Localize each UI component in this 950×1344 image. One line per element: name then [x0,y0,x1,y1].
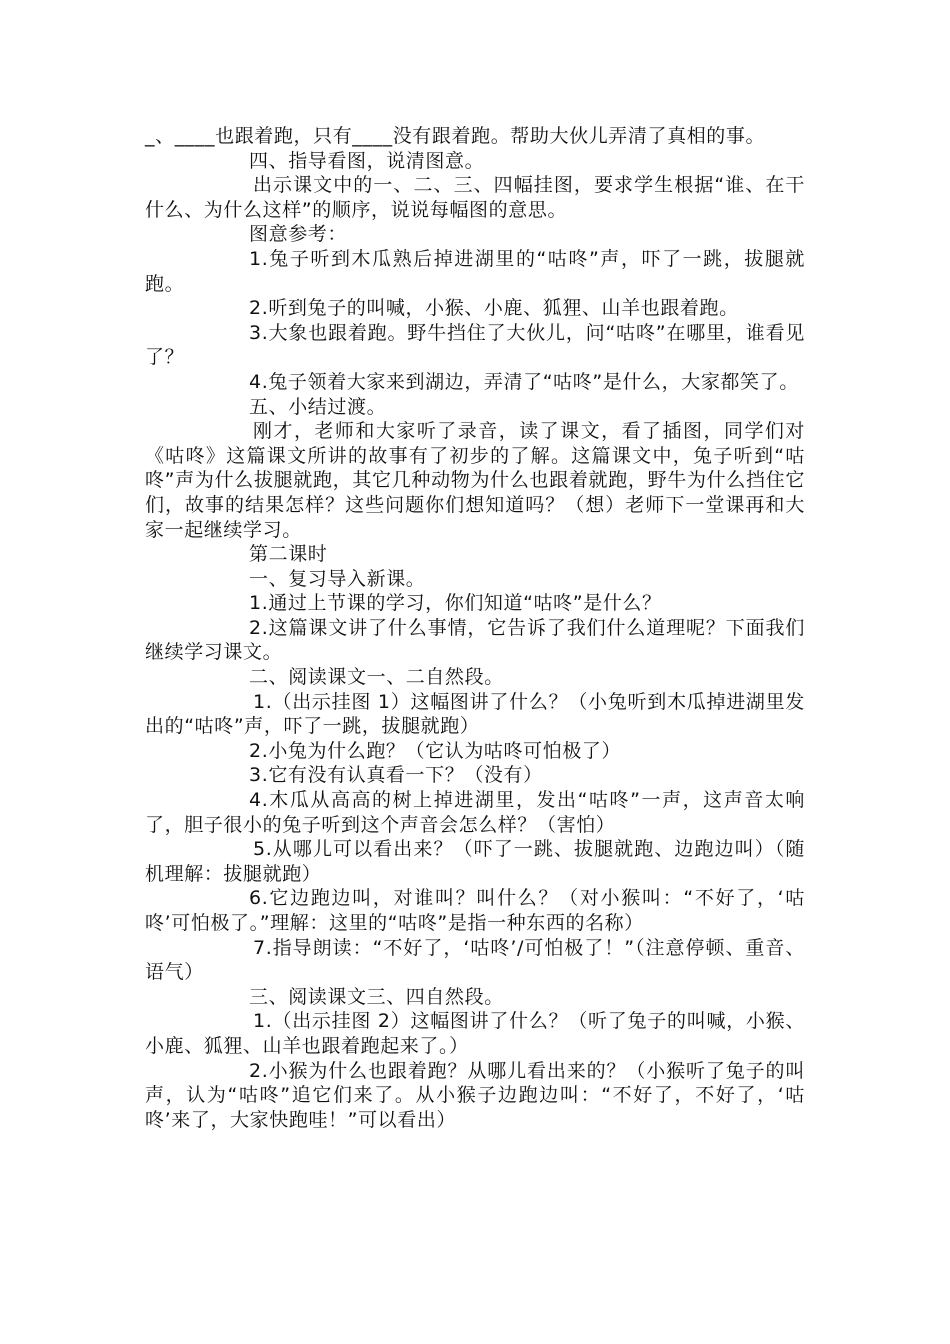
paragraph-show-pictures: 出示课文中的一、二、三、四幅挂图，要求学生根据“谁、在干什么、为什么这样”的顺序，说说每幅图的意思。 [145,174,805,221]
list-item: 5.从哪儿可以看出来？（吓了一跳、拔腿就跑、边跑边叫）（随机理解：拔腿就跑） [145,838,805,885]
paragraph-summary: 刚才，老师和大家听了录音，读了课文，看了插图，同学们对《咕咚》这篇课文所讲的故事有了初步的了解。这篇课文中，兔子听到“咕咚”声为什么拔腿就跑，其它几种动物为什么也跟着就跑，野牛为什么挡住它们，故事的结果怎样？这些问题你们想知道吗？（想）老师下一堂课再和大家一起继续学习。 [145,420,805,541]
list-item: 3.它有没有认真看一下？（没有） [249,764,543,787]
list-item: 7.指导朗读：“不好了，‘咕咚’/可怕极了！”（注意停顿、重音、语气） [145,936,805,984]
heading-section-5: 五、小结过渡。 [249,395,387,418]
list-item: 2.这篇课文讲了什么事情，它告诉了我们什么道理呢？下面我们继续学习课文。 [145,616,805,664]
list-item: 1.（出示挂图 1）这幅图讲了什么？（小兔听到木瓜掉进湖里发出的“咕咚”声，吓了一跳，拔腿就跑） [145,690,805,738]
list-item: 2.小兔为什么跑？（它认为咕咚可怕极了） [249,739,622,762]
document-page [145,124,805,1132]
list-item: 3.大象也跟着跑。野牛挡住了大伙儿，问“咕咚”在哪里，谁看见了？ [145,321,805,369]
list-item: 2.听到兔子的叫喊，小猴、小鹿、狐狸、山羊也跟着跑。 [249,297,739,320]
list-item: 1.（出示挂图 2）这幅图讲了什么？（听了兔子的叫喊，小猴、小鹿、狐狸、山羊也跟着跑起来了。） [145,1010,805,1057]
list-item: 4.木瓜从高高的树上掉进湖里，发出“咕咚”一声，这声音太响了，胆子很小的兔子听到这个声音会怎么样？（害怕） [145,789,805,836]
heading-section-4: 四、指导看图，说清图意。 [249,149,485,172]
list-item: 1.通过上节课的学习，你们知道“咕咚”是什么？ [249,592,662,615]
heading-review: 一、复习导入新课。 [249,567,426,590]
list-item: 4.兔子领着大家来到湖边，弄清了“咕咚”是什么，大家都笑了。 [249,370,799,393]
paragraph-continuation: _、____也跟着跑，只有____没有跟着跑。帮助大伙儿弄清了真相的事。 [145,125,766,147]
list-item: 6.它边跑边叫，对谁叫？叫什么？（对小猴叫：“不好了，‘咕咚’可怕极了。”理解：这里的“咕咚”是指一种东西的名称） [145,887,805,934]
heading-second-lesson: 第二课时 [249,543,328,566]
heading-read-paragraphs-1-2: 二、阅读课文一、二自然段。 [249,666,504,689]
list-item: 2.小猴为什么也跟着跑？从哪儿看出来的？（小猴听了兔子的叫声，认为“咕咚”追它们来了。从小猴子边跑边叫：“不好了，不好了，‘咕咚’来了，大家快跑哇！”可以看出） [145,1059,805,1131]
list-item: 1.兔子听到木瓜熟后掉进湖里的“咕咚”声，吓了一跳，拔腿就跑。 [145,247,805,295]
heading-picture-reference: 图意参考： [249,223,348,246]
heading-read-paragraphs-3-4: 三、阅读课文三、四自然段。 [249,985,504,1008]
